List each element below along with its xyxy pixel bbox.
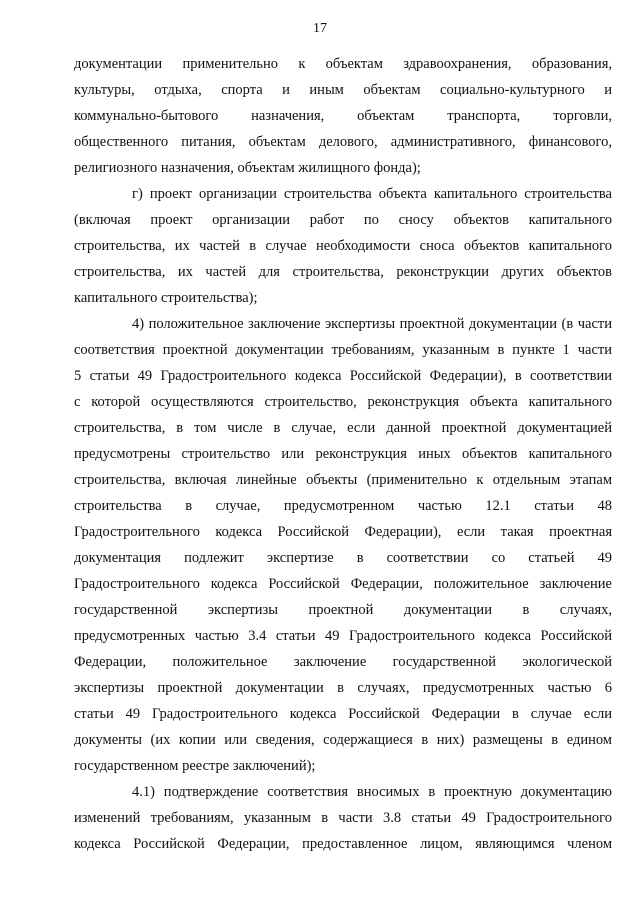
text-line: экспертизы проектной документации в случаях, предусмотренных частью 6 [74,680,612,696]
text-line: государственном реестре заключений); [74,758,316,774]
text-line: культуры, отдыха, спорта и иным объектам социально-культурного и [74,82,612,98]
text-line: предусмотренных частью 3.4 статьи 49 Градостроительного кодекса Российской [74,628,612,644]
text-line: предусмотрены строительство или реконструкция иных объектов капитального [74,446,612,462]
text-line: строительства, их частей в случае необходимости сноса объектов капитального [74,238,612,254]
text-line: кодекса Российской Федерации, предоставленное лицом, являющимся членом [74,836,612,852]
text-line: строительства, включая линейные объекты (применительно к отдельным этапам [74,472,612,488]
text-line: Федерации, положительное заключение государственной экологической [74,654,612,670]
paragraph-4 [74,779,612,857]
text-line: Градостроительного кодекса Российской Федерации, положительное заключение [74,576,612,592]
text-line: коммунально-бытового назначения, объектам транспорта, торговли, [74,108,612,124]
paragraph-3 [74,311,612,779]
text-line: строительства, в том числе в случае, если данной проектной документацией [74,420,612,436]
text-line: религиозного назначения, объектам жилищного фонда); [74,160,421,176]
text-line: изменений требованиям, указанным в части 3.8 статьи 49 Градостроительного [74,810,612,826]
text-line: с которой осуществляются строительство, реконструкция объекта капитального [74,394,612,410]
paragraph-2 [74,181,612,311]
text-line: документация подлежит экспертизе в соответствии со статьей 49 [74,550,612,566]
text-line: строительства в случае, предусмотренном частью 12.1 статьи 48 [74,498,612,514]
text-line: 4) положительное заключение экспертизы проектной документации (в части [132,316,612,332]
page-number: 17 [313,21,327,36]
paragraph-1 [74,51,612,181]
text-line: общественного питания, объектам делового, административного, финансового, [74,134,612,150]
text-line: капитального строительства); [74,290,258,306]
text-line: г) проект организации строительства объекта капитального строительства [132,186,612,202]
text-line: государственной экспертизы проектной документации в случаях, [74,602,612,618]
text-line: 4.1) подтверждение соответствия вносимых в проектную документацию [132,784,612,800]
text-line: (включая проект организации работ по сносу объектов капитального [74,212,612,228]
text-line: 5 статьи 49 Градостроительного кодекса Российской Федерации), в соответствии [74,368,612,384]
text-line: документы (их копии или сведения, содержащиеся в них) размещены в едином [74,732,612,748]
text-line: статьи 49 Градостроительного кодекса Российской Федерации в случае если [74,706,612,722]
text-line: документации применительно к объектам здравоохранения, образования, [74,56,612,72]
text-line: строительства, их частей для строительства, реконструкции других объектов [74,264,612,280]
document-body [74,51,612,857]
text-line: Градостроительного кодекса Российской Федерации), если такая проектная [74,524,612,540]
text-line: соответствия проектной документации требованиям, указанным в пункте 1 части [74,342,612,358]
